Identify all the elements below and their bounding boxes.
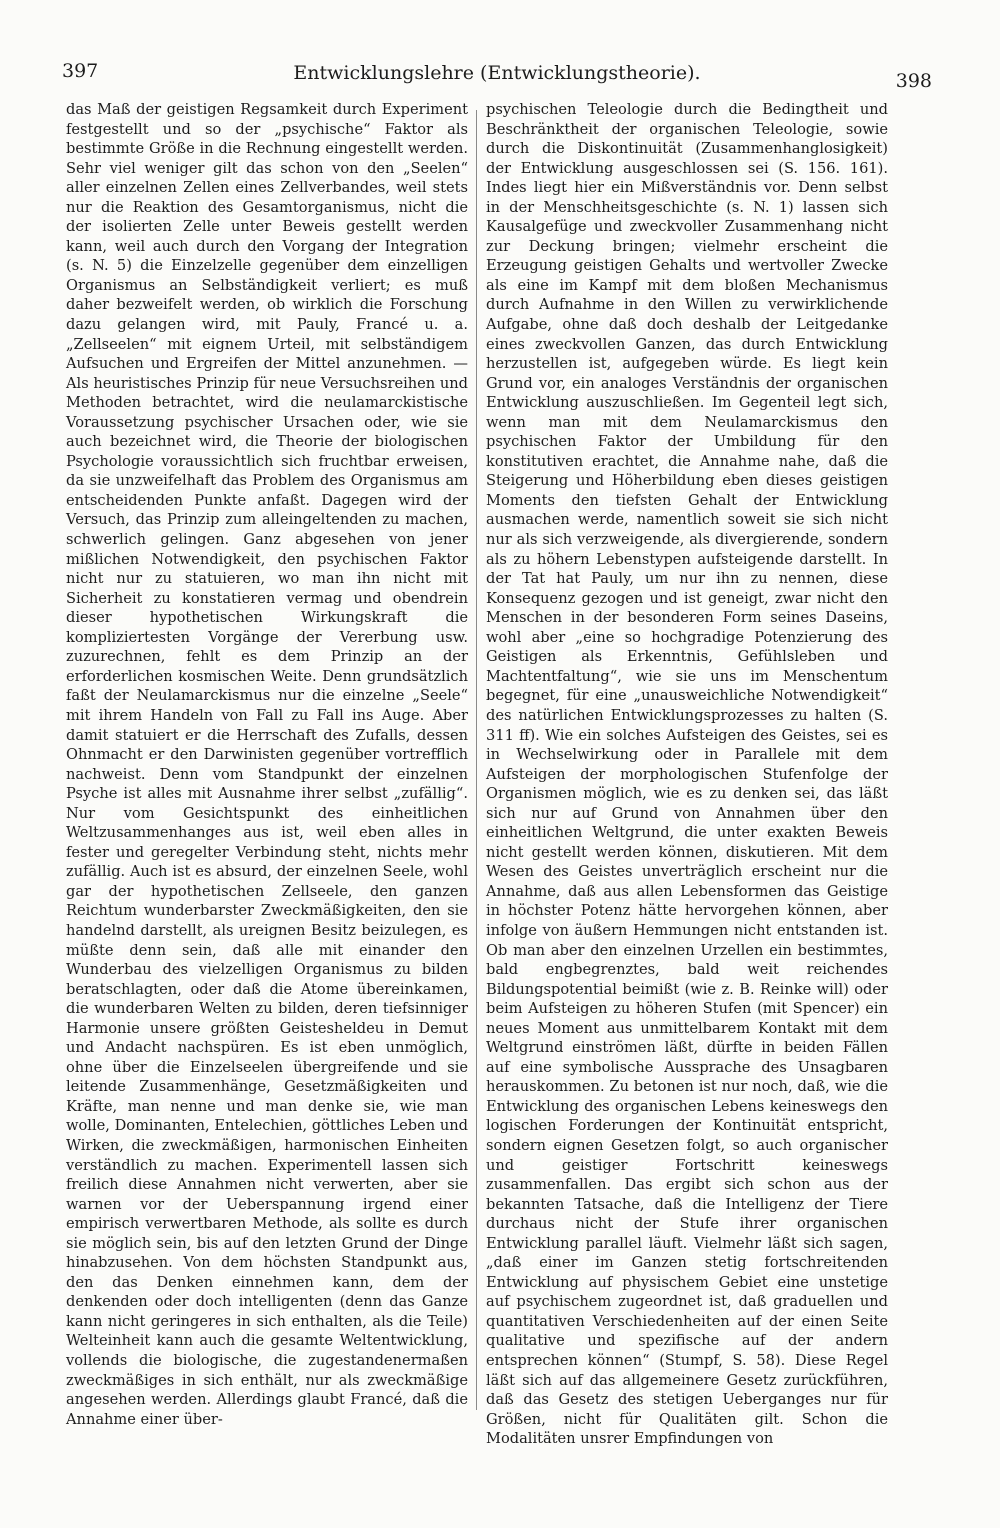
right-column-text: psychischen Teleologie durch die Bedingtheit und Beschränktheit der organischen Teleologie, sowie durch die Diskontinuität (Zusammenhanglosigkeit) der Entwicklung ausgeschlossen sei (S. 156. 161). Indes liegt hier ein Mißverständnis vor. Denn selbst in der Menschheitsgeschichte (s. N. 1) lassen sich Kausalgefüge und zweckvoller Zusammenhang nicht zur Deckung bringen; vielmehr erscheint die Erzeugung geistigen Gehalts und wertvoller Zwecke als eine im Kampf mit dem bloßen Mechanismus durch Aufnahme in den Willen zu verwirklichende Aufgabe, ohne daß doch deshalb der Leitgedanke eines zweckvollen Ganzen, das durch Entwicklung herzustellen ist, aufgegeben würde. Es liegt kein Grund vor, ein analoges Verständnis der organischen Entwicklung auszuschließen. Im Gegenteil legt sich, wenn man mit dem Neulamarckismus den psychischen Faktor der Umbildung für den konstitutiven erachtet, die Annahme nahe, daß die Steigerung und Höherbildung eben dieses geistigen Moments den tiefsten Gehalt der Entwicklung ausmachen werde, namentlich soweit sie sich nicht nur als sich verzweigende, als divergierende, sondern als zu höhern Lebenstypen aufsteigende darstellt. In der Tat hat Pauly, um nur ihn zu nennen, diese Konsequenz gezogen und ist geneigt, zwar nicht den Menschen in der besonderen Form seines Daseins, wohl aber „eine so hochgradige Potenzierung des Geistigen als Erkenntnis, Gefühlsleben und Machtentfaltung“, wie sie uns im Menschentum begegnet, für eine „unausweichliche Notwendigkeit“ des natürlichen Entwicklungsprozesses zu halten (S. 311 ff). Wie ein solches Aufsteigen des Geistes, sei es in Wechselwirkung oder in Parallele mit dem Aufsteigen der morphologischen Stufenfolge der Organismen möglich, wie es zu denken sei, das läßt sich nur auf Grund von Annahmen über den einheitlichen Weltgrund, die unter exakten Beweis nicht gestellt werden können, diskutieren. Mit dem Wesen des Geistes unverträglich erscheint nur die Annahme, daß aus allen Lebensformen das Geistige in höchster Potenz hätte hervorgehen können, aber infolge von äußern Hemmungen nicht entstanden ist. Ob man aber den einzelnen Urzellen ein bestimmtes, bald engbegrenztes, bald weit reichendes Bildungspotential beimißt (wie z. B. Reinke will) oder beim Aufsteigen zu höheren Stufen (mit Spencer) ein neues Moment aus unmittelbarem Kontakt mit dem Weltgrund einströmen läßt, dürfte in beiden Fällen auf eine symbolische Aussprache des Unsagbaren herauskommen. Zu betonen ist nur noch, daß, wie die Entwicklung des organischen Lebens keineswegs den logischen Forderungen der Kontinuität entspricht, sondern eignen Gesetzen folgt, so auch organischer und geistiger Fortschritt keineswegs zusammenfallen. Das ergibt sich schon aus der bekannten Tatsache, daß die Intelligenz der Tiere durchaus nicht der Stufe ihrer organischen Entwicklung parallel läuft. Vielmehr läßt sich sagen, „daß einer im Ganzen stetig fortschreitenden Entwicklung auf physischem Gebiet eine unstetige auf psychischem zugeordnet ist, daß graduellen und quantitativen Verschiedenheiten auf der einen Seite qualitative und spezifische auf der andern entsprechen können“ (Stumpf, S. 58). Diese Regel läßt sich auf das allgemeinere Gesetz zurückführen, daß das Gesetz des stetigen Ueberganges nur für Größen, nicht für Qualitäten gilt. Schon die Modalitäten unsrer Empfindungen von (486, 101, 888, 1448)
left-column (66, 100, 468, 1428)
running-title: Entwicklungslehre (Entwicklungstheorie). (293, 62, 701, 84)
page-number-left: 397 (62, 60, 99, 82)
page-number-right: 398 (895, 70, 932, 92)
right-column (486, 100, 888, 1448)
page-header (62, 58, 932, 98)
column-divider (476, 110, 477, 1410)
left-column-text: das Maß der geistigen Regsamkeit durch Experiment festgestellt und so der „psychische“ Faktor als bestimmte Größe in die Rechnung eingestellt werden. Sehr viel weniger gilt das schon von den „Seelen“ aller einzelnen Zellen eines Zellverbandes, weil stets nur die Reaktion des Gesamtorganismus, nicht die der isolierten Zelle unter Beweis gestellt werden kann, weil auch durch den Vorgang der Integration (s. N. 5) die Einzelzelle gegenüber dem einzelligen Organismus an Selbständigkeit verliert; es muß daher bezweifelt werden, ob wirklich die Forschung dazu gelangen wird, mit Pauly, Francé u. a. „Zellseelen“ mit eignem Urteil, mit selbständigem Aufsuchen und Ergreifen der Mittel anzunehmen. — Als heuristisches Prinzip für neue Versuchsreihen und Methoden betrachtet, wird die neulamarckistische Voraussetzung psychischer Ursachen oder, wie sie auch bezeichnet wird, die Theorie der biologischen Psychologie voraussichtlich sich fruchtbar erweisen, da sie unzweifelhaft das Problem des Organismus am entscheidenden Punkte anfaßt. Dagegen wird der Versuch, das Prinzip zum alleingeltenden zu machen, schwerlich gelingen. Ganz abgesehen von jener mißlichen Notwendigkeit, den psychischen Faktor nicht nur zu statuieren, wo man ihn nicht mit Sicherheit zu konstatieren vermag und obendrein dieser hypothetischen Wirkungskraft die kompliziertesten Vorgänge der Vererbung usw. zuzurechnen, fehlt es dem Prinzip an der erforderlichen kosmischen Weite. Denn grundsätzlich faßt der Neulamarckismus nur die einzelne „Seele“ mit ihrem Handeln von Fall zu Fall ins Auge. Aber damit statuiert er die Herrschaft des Zufalls, dessen Ohnmacht er den Darwinisten gegenüber vortrefflich nachweist. Denn vom Standpunkt der einzelnen Psyche ist alles mit Ausnahme ihrer selbst „zufällig“. Nur vom Gesichtspunkt des einheitlichen Weltzusammenhanges aus ist, weil eben alles in fester und geregelter Verbindung steht, nichts mehr zufällig. Auch ist es absurd, der einzelnen Seele, wohl gar der hypothetischen Zellseele, den ganzen Reichtum wunderbarster Zweckmäßigkeiten, den sie handelnd darstellt, als ureignen Besitz beizulegen, es müßte denn sein, daß alle mit einander den Wunderbau des vielzelligen Organismus zu bilden beratschlagten, oder daß die Atome übereinkamen, die wunderbaren Welten zu bilden, deren tiefsinniger Harmonie unsere größten Geistesheldeu in Demut und Andacht nachspüren. Es ist eben unmöglich, ohne über die Einzelseelen übergreifende und sie leitende Zusammenhänge, Gesetzmäßigkeiten und Kräfte, man nenne und man denke sie, wie man wolle, Dominanten, Entelechien, göttliches Leben und Wirken, die zweckmäßigen, harmonischen Einheiten verständlich zu machen. Experimentell lassen sich freilich diese Annahmen nicht verwerten, aber sie warnen vor der Ueberspannung irgend einer empirisch verwertbaren Methode, als sollte es durch sie möglich sein, bis auf den letzten Grund der Dinge hinabzusehen. Von dem höchsten Standpunkt aus, den das Denken einnehmen kann, dem der denkenden oder doch intelligenten (denn das Ganze kann nicht geringeres in sich enthalten, als die Teile) Welteinheit kann auch die gesamte Weltentwicklung, vollends die biologische, die zugestandenermaßen zweckmäßiges in sich enthält, nur als zweckmäßige angesehen werden. Allerdings glaubt Francé, daß die Annahme einer über- (66, 101, 468, 1428)
